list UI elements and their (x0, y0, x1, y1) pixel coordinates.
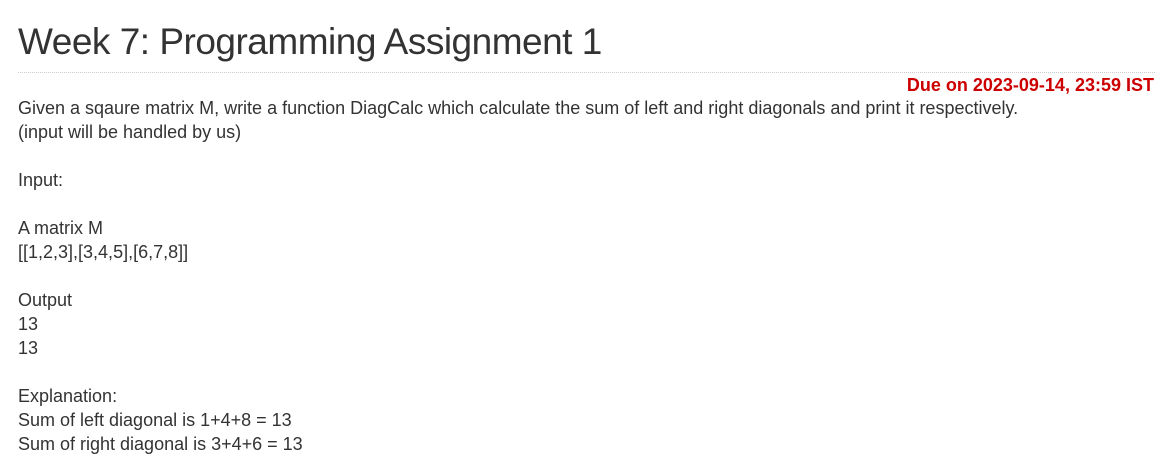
assignment-page (18, 0, 1155, 456)
explanation-line-2: Sum of right diagonal is 3+4+6 = 13 (18, 434, 303, 454)
input-label: Input: (18, 170, 64, 190)
explanation-line-1: Sum of left diagonal is 1+4+8 = 13 (18, 410, 292, 430)
page-title: Week 7: Programming Assignment 1 (18, 21, 602, 62)
output-line-1: 13 (18, 314, 39, 334)
spacer (18, 264, 1155, 288)
input-line-1: A matrix M (18, 218, 104, 238)
description-line-2: (input will be handled by us) (18, 122, 242, 142)
spacer (18, 192, 1155, 216)
problem-statement (18, 96, 1155, 456)
due-date: Due on 2023-09-14, 23:59 IST (906, 75, 1154, 95)
output-line-2: 13 (18, 338, 39, 358)
description-line-1: Given a sqaure matrix M, write a function DiagCalc which calculate the sum of left and right diagonals and print it respectively. (18, 98, 1019, 118)
title-divider (18, 72, 1155, 73)
output-label: Output (18, 290, 73, 310)
input-line-2: [[1,2,3],[3,4,5],[6,7,8]] (18, 242, 189, 262)
spacer (18, 144, 1155, 168)
spacer (18, 360, 1155, 384)
explanation-label: Explanation: (18, 386, 118, 406)
